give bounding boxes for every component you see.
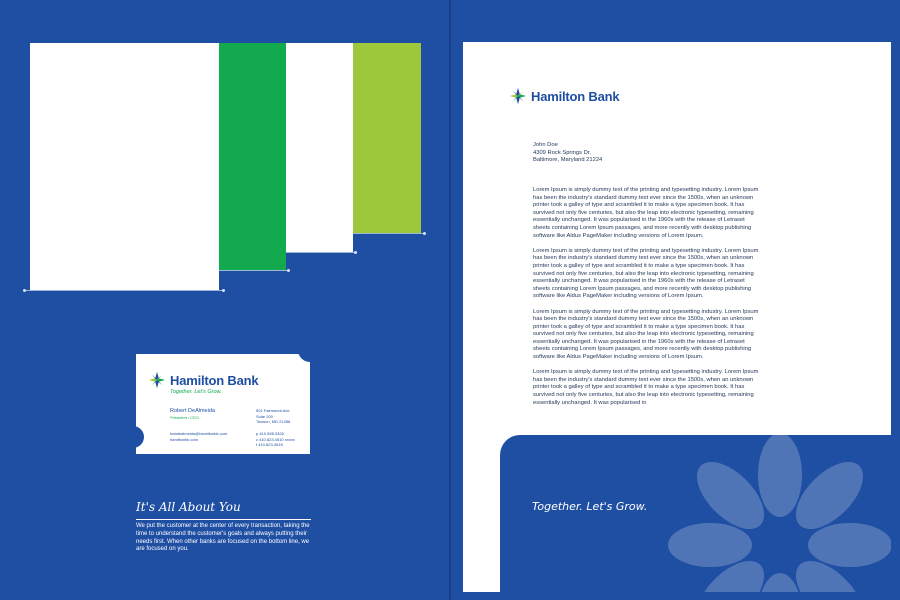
folder-tab-lime [353, 43, 421, 233]
card-logo [148, 371, 258, 389]
card-notch [298, 348, 316, 362]
card-address-line: Suite 200 [256, 413, 273, 419]
card-website: hamiltonbk.com [170, 437, 199, 442]
folder-tab-green [219, 43, 286, 270]
card-phone: f 410.823.4518 [256, 442, 283, 447]
recipient-address [533, 142, 602, 165]
footer-tagline: Together. Let's Grow. [532, 500, 648, 513]
letter-body [533, 187, 759, 415]
recipient-city: Baltimore, Maryland 21224 [533, 157, 603, 164]
card-contact [170, 431, 227, 443]
card-phone: c 410.823.4510 xxxxx [256, 436, 295, 442]
about-divider [136, 519, 311, 520]
dimension-dot [287, 269, 290, 272]
dimension-line [353, 233, 425, 234]
card-address-line: Towson, MD 21286 [256, 419, 291, 424]
card-email: bobdealmeida@hamiltonbk.com [170, 431, 228, 436]
letterhead-page [463, 42, 891, 592]
business-card [136, 354, 310, 454]
card-person-name: Robert DeAlmeida [170, 408, 215, 414]
star-flower-icon [148, 371, 166, 389]
card-address [256, 408, 291, 425]
about-body: We put the customer at the center of every transaction, taking the time to understand the customer's goals and always putting their needs first. When other banks are focused on the bottom line, we are focused on you. [136, 523, 310, 553]
recipient-street: 4309 Rock Springs Dr. [533, 149, 591, 156]
card-person-title: President / CEO [170, 415, 199, 420]
letterhead-logo [509, 87, 619, 105]
letterhead-logo-text: Hamilton Bank [531, 88, 620, 104]
dimension-dot [23, 289, 26, 292]
letterhead-footer-band [500, 435, 891, 592]
dimension-line [219, 270, 289, 271]
about-title: It's All About You [136, 500, 241, 514]
dimension-line [24, 290, 224, 291]
folder-tab-white [286, 43, 353, 252]
dimension-line [286, 252, 356, 253]
card-phones [256, 431, 295, 448]
letter-paragraph: Lorem Ipsum is simply dummy text of the printing and typesetting industry. Lorem Ipsum has been the industry's standard dummy text ever since the 1500s, when an unknown printer took a galley of type and scrambled it to make a type specimen book. It has survived not only five centuries, but also the leap into electronic typesetting, remaining essentially unchanged. It was popularised in the 1960s with the release of Letraset sheets containing Lorem Ipsum passages, and more recently with desktop publishing software like Aldus PageMaker including versions of Lorem Ipsum. [533, 308, 759, 361]
card-address-line: 501 Fairmount Ave. [256, 408, 291, 413]
letter-paragraph: Lorem Ipsum is simply dummy text of the printing and typesetting industry. Lorem Ipsum has been the industry's standard dummy text ever since the 1500s, when an unknown printer took a galley of type and scrambled it to make a type specimen book. It has survived not only five centuries, but also the leap into electronic typesetting, remaining essentially unchanged. It was popularised in [533, 369, 759, 406]
card-tagline: Together. Let's Grow. [170, 389, 222, 395]
folder-pocket-white-large [30, 43, 219, 290]
dimension-dot [354, 251, 357, 254]
card-phone: p 410.598.3326 [256, 431, 284, 436]
letter-paragraph: Lorem Ipsum is simply dummy text of the printing and typesetting industry. Lorem Ipsum has been the industry's standard dummy text ever since the 1500s, when an unknown printer took a galley of type and scrambled it to make a type specimen book. It has survived not only five centuries, but also the leap into electronic typesetting, remaining essentially unchanged. It was popularised in the 1960s with the release of Letraset sheets containing Lorem Ipsum passages, and more recently with desktop publishing software like Aldus PageMaker including versions of Lorem Ipsum. [533, 247, 759, 300]
card-notch [130, 426, 144, 448]
star-flower-icon [509, 87, 527, 105]
card-logo-text: Hamilton Bank [170, 372, 259, 388]
flower-watermark-icon [630, 435, 891, 592]
dimension-dot [423, 232, 426, 235]
recipient-name: John Doe [533, 142, 558, 148]
dimension-dot [222, 289, 225, 292]
letter-paragraph: Lorem Ipsum is simply dummy text of the printing and typesetting industry. Lorem Ipsum has been the industry's standard dummy text ever since the 1500s, when an unknown printer took a galley of type and scrambled it to make a type specimen book. It has survived not only five centuries, but also the leap into electronic typesetting, remaining essentially unchanged. It was popularised in the 1960s with the release of Letraset sheets containing Lorem Ipsum passages, and more recently with desktop publishing software like Aldus PageMaker including versions of Lorem Ipsum. [533, 187, 759, 239]
